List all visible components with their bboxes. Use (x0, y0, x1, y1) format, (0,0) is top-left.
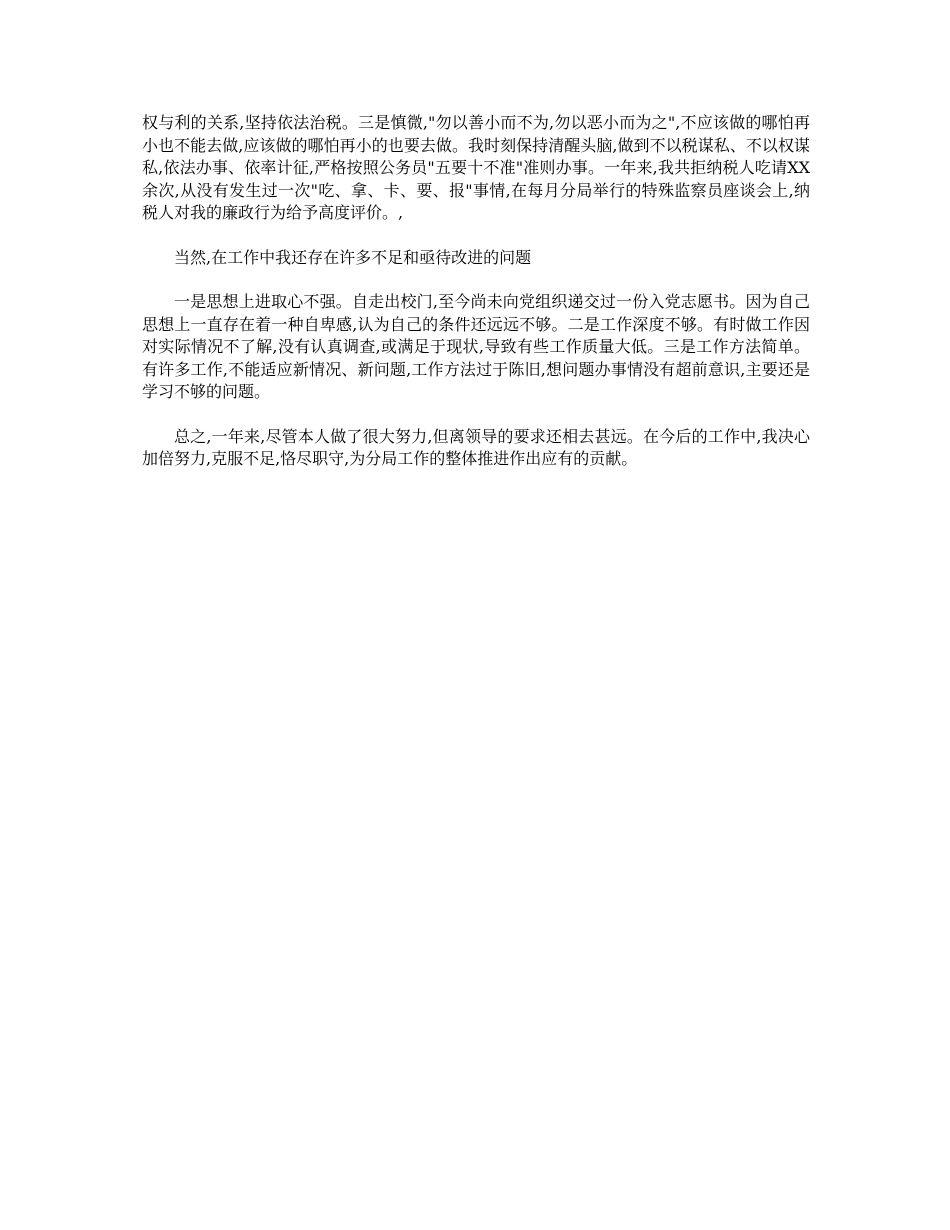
paragraph-shortcomings: 一是思想上进取心不强。自走出校门,至今尚未向党组织递交过一份入党志愿书。因为自己思想上一直存在着一种自卑感,认为自己的条件还远远不够。二是工作深度不够。有时做工作因对实际情况不了解,没有认真调查,或满足于现状,导致有些工作质量大低。三是工作方法简单。有许多工作,不能适应新情况、新问题,工作方法过于陈旧,想问题办事情没有超前意识,主要还是学习不够的问题。 (142, 292, 810, 401)
paragraph-spacer (142, 269, 810, 291)
paragraph-integrity: 权与利的关系,坚持依法治税。三是慎微,"勿以善小而不为,勿以恶小而为之",不应该做的哪怕再小也不能去做,应该做的哪怕再小的也要去做。我时刻保持清醒头脑,做到不以税谋私、不以权谋私,依法办事、依率计征,严格按照公务员"五要十不准"准则办事。一年来,我共拒纳税人吃请XX余次,从没有发生过一次"吃、拿、卡、要、报"事情,在每月分局举行的特殊监察员座谈会上,纳税人对我的廉政行为给予高度评价。, (142, 113, 810, 222)
paragraph-conclusion: 总之,一年来,尽管本人做了很大努力,但离领导的要求还相去甚远。在今后的工作中,我决心加倍努力,克服不足,恪尽职守,为分局工作的整体推进作出应有的贡献。 (142, 426, 810, 468)
document-body (142, 112, 810, 471)
paragraph-shortcomings-heading: 当然,在工作中我还存在许多不足和亟待改进的问题 (174, 247, 532, 267)
paragraph-spacer (142, 225, 810, 247)
paragraph-spacer (142, 404, 810, 426)
